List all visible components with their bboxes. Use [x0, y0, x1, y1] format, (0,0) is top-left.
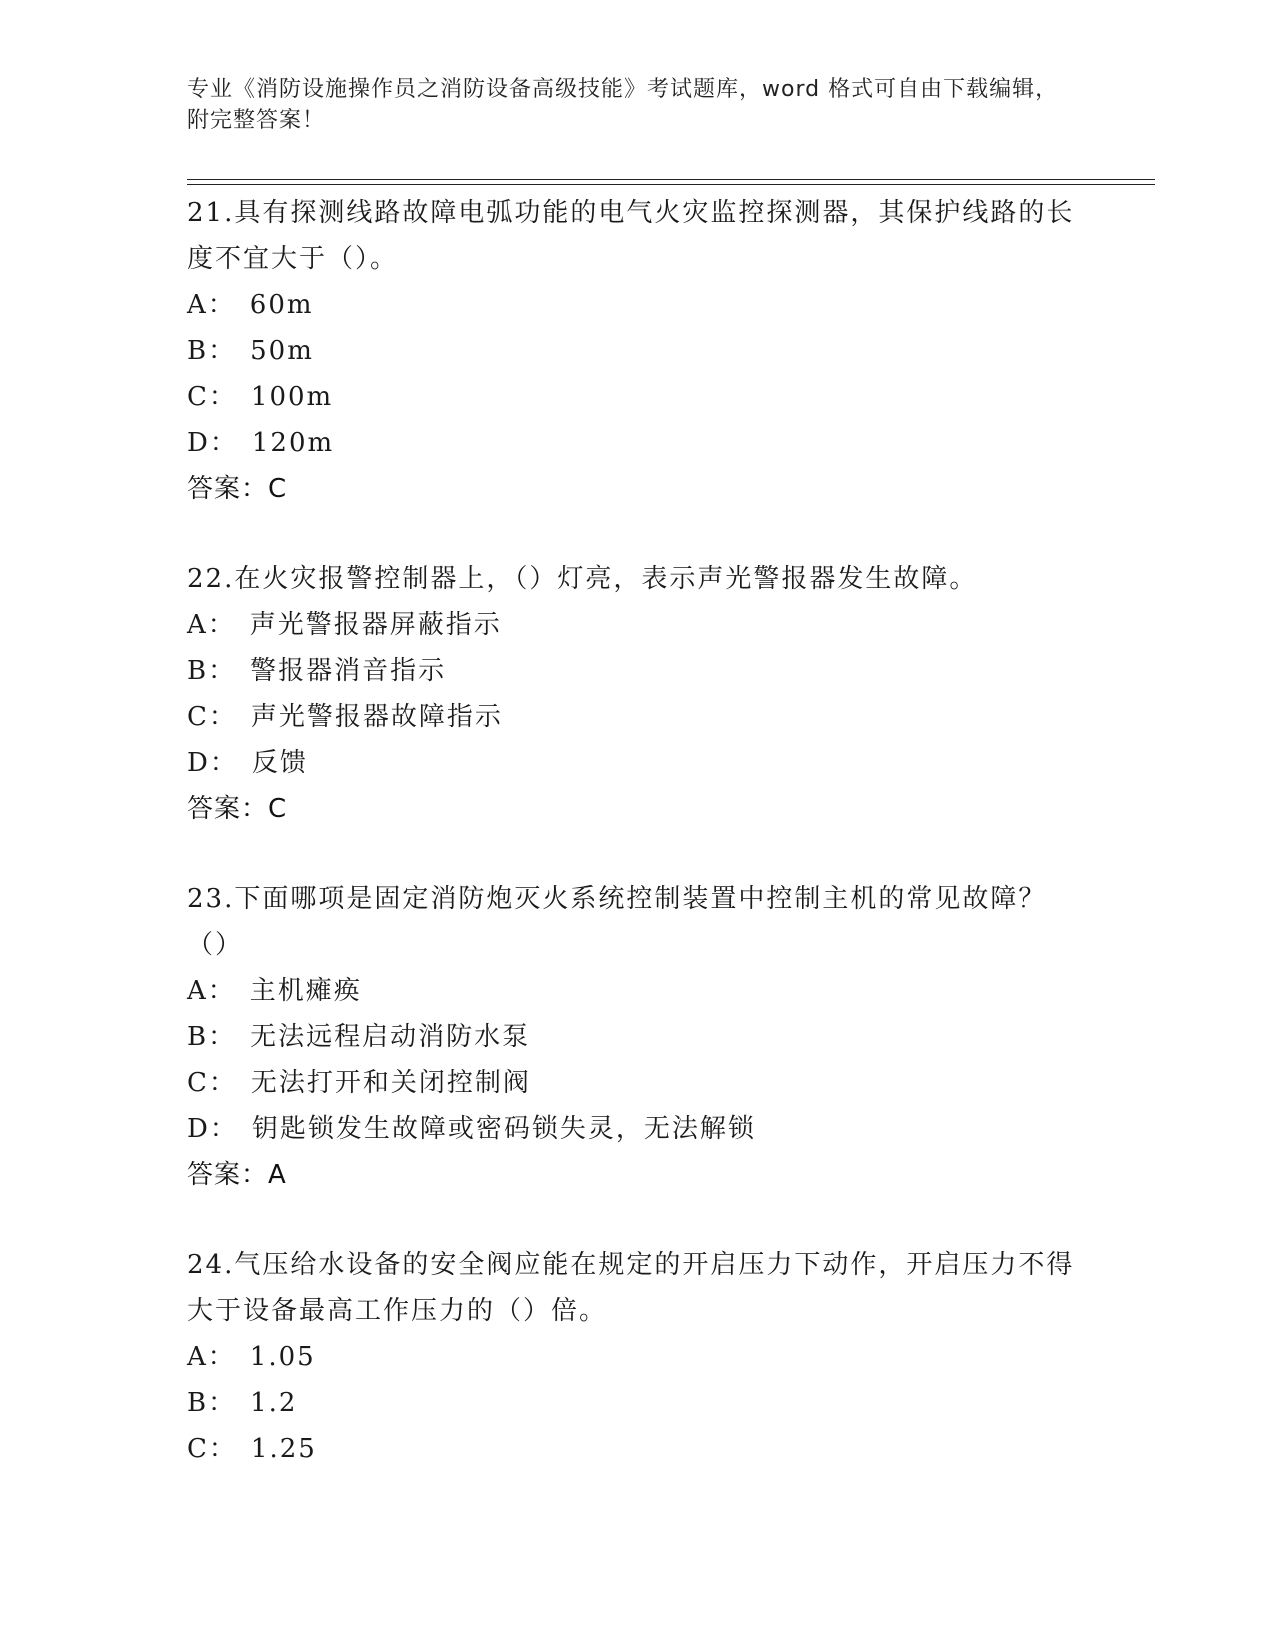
option-b	[187, 1014, 1087, 1060]
option-value: 钥匙锁发生故障或密码锁失灵，无法解锁	[251, 1114, 756, 1144]
option-key: C	[187, 382, 209, 412]
question-item	[187, 1242, 1087, 1472]
option-c	[187, 374, 1087, 420]
option-key: B	[187, 1388, 209, 1418]
option-value: 主机瘫痪	[249, 976, 362, 1006]
answer-value: C	[268, 794, 288, 824]
option-separator: ：	[208, 382, 237, 412]
header-divider-top	[187, 179, 1155, 180]
option-key: B	[187, 336, 209, 366]
option-value: 反馈	[251, 748, 308, 778]
question-body: 下面哪项是固定消防炮灭火系统控制装置中控制主机的常见故障？（）	[187, 884, 1047, 960]
answer-line	[187, 1152, 1087, 1198]
option-separator: ：	[207, 290, 236, 320]
answer-value: C	[268, 474, 288, 504]
option-key: A	[187, 290, 208, 320]
option-c	[187, 1426, 1087, 1472]
option-separator: ：	[208, 1388, 237, 1418]
question-body: 气压给水设备的安全阀应能在规定的开启压力下动作，开启压力不得大于设备最高工作压力的（）倍。	[187, 1250, 1075, 1326]
question-number: 24.	[187, 1250, 235, 1280]
option-value: 1.25	[250, 1434, 317, 1464]
option-key: A	[187, 976, 208, 1006]
option-d	[187, 740, 1087, 786]
option-separator: ：	[207, 976, 236, 1006]
option-separator: ：	[208, 702, 237, 732]
option-separator: ：	[209, 1114, 238, 1144]
option-value: 声光警报器屏蔽指示	[249, 610, 502, 640]
option-key: C	[187, 1434, 209, 1464]
option-key: D	[187, 1114, 210, 1144]
option-value: 无法远程启动消防水泵	[250, 1022, 531, 1052]
option-value: 无法打开和关闭控制阀	[250, 1068, 531, 1098]
document-header: 专业《消防设施操作员之消防设备高级技能》考试题库，word 格式可自由下载编辑，附完整答案！	[187, 77, 1059, 133]
option-value: 120m	[251, 428, 335, 458]
question-text	[187, 190, 1087, 282]
question-item	[187, 876, 1087, 1198]
question-item	[187, 190, 1087, 512]
option-b	[187, 648, 1087, 694]
question-body: 具有探测线路故障电弧功能的电气火灾监控探测器，其保护线路的长度不宜大于（）。	[187, 198, 1075, 274]
option-separator: ：	[208, 336, 237, 366]
answer-label: 答案：	[187, 794, 269, 824]
option-value: 声光警报器故障指示	[250, 702, 503, 732]
answer-line	[187, 786, 1087, 832]
option-value: 1.2	[250, 1388, 298, 1418]
option-a	[187, 282, 1087, 328]
answer-label: 答案：	[187, 1160, 269, 1190]
option-d	[187, 420, 1087, 466]
option-separator: ：	[208, 656, 237, 686]
option-separator: ：	[207, 1342, 236, 1372]
question-list	[187, 190, 1087, 1516]
option-key: A	[187, 1342, 208, 1372]
option-value: 1.05	[249, 1342, 316, 1372]
option-key: D	[187, 748, 210, 778]
question-item	[187, 556, 1087, 832]
option-b	[187, 1380, 1087, 1426]
question-text	[187, 556, 1087, 602]
answer-value: A	[268, 1160, 287, 1190]
option-value: 60m	[249, 290, 314, 320]
option-a	[187, 602, 1087, 648]
answer-line	[187, 466, 1087, 512]
option-key: C	[187, 702, 209, 732]
option-separator: ：	[209, 428, 238, 458]
option-separator: ：	[208, 1022, 237, 1052]
option-c	[187, 1060, 1087, 1106]
question-text	[187, 1242, 1087, 1334]
option-a	[187, 968, 1087, 1014]
header-divider-bottom	[187, 184, 1155, 185]
option-key: D	[187, 428, 210, 458]
question-text	[187, 876, 1087, 968]
option-separator: ：	[207, 610, 236, 640]
question-number: 22.	[187, 564, 235, 594]
option-key: C	[187, 1068, 209, 1098]
question-body: 在火灾报警控制器上，（）灯亮，表示声光警报器发生故障。	[234, 564, 978, 594]
option-separator: ：	[208, 1434, 237, 1464]
answer-label: 答案：	[187, 474, 269, 504]
option-separator: ：	[208, 1068, 237, 1098]
option-separator: ：	[209, 748, 238, 778]
option-key: B	[187, 1022, 209, 1052]
question-number: 21.	[187, 198, 235, 228]
option-key: B	[187, 656, 209, 686]
option-value: 100m	[250, 382, 334, 412]
option-value: 50m	[250, 336, 314, 366]
option-b	[187, 328, 1087, 374]
option-a	[187, 1334, 1087, 1380]
option-d	[187, 1106, 1087, 1152]
question-number: 23.	[187, 884, 235, 914]
option-key: A	[187, 610, 208, 640]
option-value: 警报器消音指示	[250, 656, 447, 686]
option-c	[187, 694, 1087, 740]
